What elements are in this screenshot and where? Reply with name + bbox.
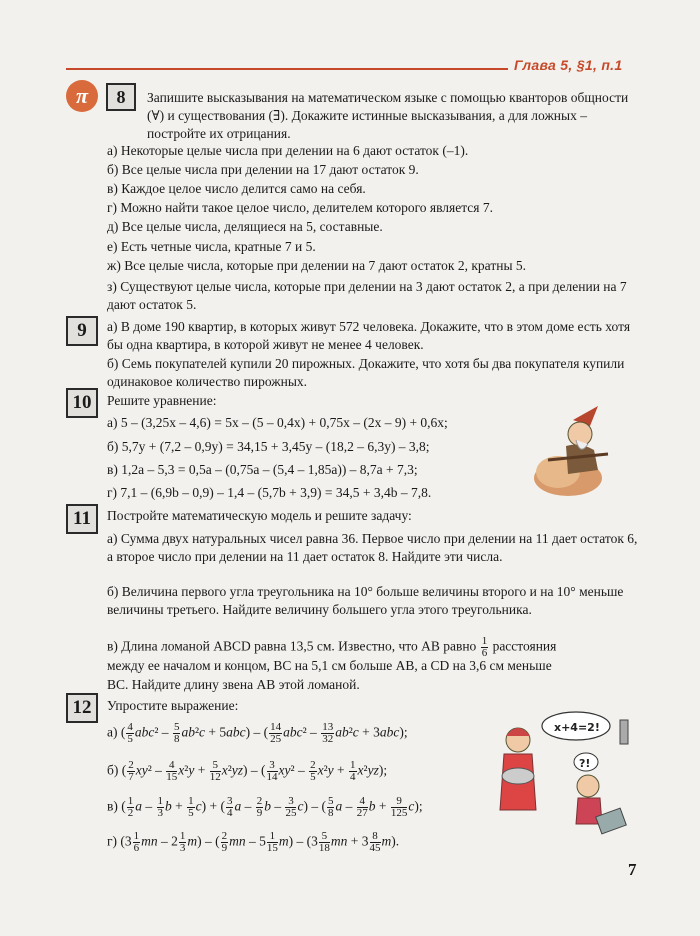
task10-item-b: б) 5,7y + (7,2 – 0,9y) = 34,15 + 3,45y – (18,2 – 6,3y) – 3,8; (107, 439, 430, 454)
task12-expr-b: б) ( $\frac{2}{7}$ xy² – $\frac{4}{15}$ x²y + $\frac{5}{12}$ x²yz) – ( $\frac{3}{14}$ xy² – $\frac{2}{5}$ x²y + $\frac{1}{4}$ x²yz); (107, 759, 388, 783)
task8-intro: Запишите высказывания на математическом языке с помощью кванторов общности (∀) и существования (∃). Докажите истинные высказывания, а для ложных – постройте их отрицания. (147, 90, 629, 141)
task9-a: а) В доме 190 квартир, в которых живут 572 человека. Докажите, что в этом доме есть хотя бы одна квартира, в которой живут не менее 4 человек. (107, 319, 631, 352)
task8-item-h: з) Существуют целые числа, которые при делении на 3 дают остаток 2, а при делении на 7 дают остаток 5. (107, 279, 627, 312)
task12-expr-d: г) (3 $\frac{1}{6}$ mn – 2 $\frac{1}{3}$ m) – ( $\frac{2}{9}$ mn – 5 $\frac{1}{15}$ m) – (3 $\frac{5}{18}$ mn + 3 $\frac{8}{45}$ m). (107, 830, 400, 854)
speech-bubble-text: x+4=2! (554, 721, 600, 734)
task11-c-pre: в) Длина ломаной ABCD равна 13,5 см. Известно, что AB равно (107, 638, 477, 654)
task8-item-e: д) Все целые числа, делящиеся на 5, составные. (107, 219, 383, 234)
fraction-one-sixth: $\frac{1}{6}$ (481, 635, 488, 659)
task9-b: б) Семь покупателей купили 20 пирожных. Докажите, что хотя бы два покупателя купили одинаковое количество пирожных. (107, 356, 625, 389)
page-number: 7 (628, 860, 637, 879)
task11-intro: Постройте математическую модель и решите задачу: (107, 508, 412, 523)
task12-expr-c: в) ( $\frac{1}{2}$ a – $\frac{1}{3}$ b + $\frac{1}{5}$ c) + ( $\frac{3}{4}$ a – $\frac{2}{9}$ b – $\frac{3}{25}$ c) – ( $\frac{5}{8}$ a – $\frac{4}{27}$ b + $\frac{9}{125}$ c); (107, 795, 423, 819)
task10-intro: Решите уравнение: (107, 393, 217, 408)
task-number-11: 11 (66, 504, 98, 534)
question-bubble-text: ?! (579, 757, 591, 770)
task-number-12: 12 (66, 693, 98, 723)
task11-c-line3: BC. Найдите длину звена AB этой ломаной. (107, 677, 360, 692)
task10-item-d: г) 7,1 – (6,9b – 0,9) – 1,4 – (5,7b + 3,9) = 34,5 + 3,4b – 7,8. (107, 485, 432, 500)
task-number-8: 8 (106, 83, 136, 111)
task8-item-a: а) Некоторые целые числа при делении на 6 дают остаток (–1). (107, 143, 469, 158)
task-number-10: 10 (66, 388, 98, 418)
task11-b: б) Величина первого угла треугольника на 10° больше величины второго и на 10° меньше величины третьего. Найдите величину большего угла этого треугольника. (107, 584, 624, 617)
task8-item-f: е) Есть четные числа, кратные 7 и 5. (107, 239, 316, 254)
children-illustration (488, 700, 638, 840)
task10-item-c: в) 1,2a – 5,3 = 0,5a – (0,75a – (5,4 – 1,85a)) – 8,7a + 7,3; (107, 462, 418, 477)
task10-item-a: а) 5 – (3,25x – 4,6) = 5x – (5 – 0,4x) + 0,75x – (2x – 9) + 0,6x; (107, 415, 448, 430)
task8-item-g: ж) Все целые числа, которые при делении на 7 дают остаток 2, кратны 5. (107, 258, 527, 273)
task11-a: а) Сумма двух натуральных чисел равна 36. Первое число при делении на 11 дает остаток 6, а второе число при делении на 11 дает остаток 8. Найдите эти числа. (107, 531, 638, 564)
task11-c-line2: между ее началом и концом, BC на 5,1 см больше AB, а CD на 3,6 см меньше (107, 658, 552, 673)
task12-expr-a: а) ( $\frac{4}{5}$ abc² – $\frac{5}{8}$ ab²c + 5abc) – ( $\frac{14}{25}$ abc² – $\frac{13}{32}$ ab²c + 3abc); (107, 721, 408, 745)
chapter-header: Глава 5, §1, п.1 (514, 57, 623, 73)
task8-item-b: б) Все целые числа при делении на 17 дают остаток 9. (107, 162, 419, 177)
header-rule (66, 68, 508, 70)
task-number-9: 9 (66, 316, 98, 346)
task12-intro: Упростите выражение: (107, 698, 239, 713)
pi-icon: π (66, 80, 98, 112)
task8-item-c: в) Каждое целое число делится само на себя. (107, 181, 366, 196)
gnome-illustration (518, 400, 628, 500)
task11-c-line1 (107, 636, 556, 659)
task8-item-d: г) Можно найти такое целое число, делителем которого является 7. (107, 200, 494, 215)
task11-c-post: расстояния (492, 638, 557, 654)
